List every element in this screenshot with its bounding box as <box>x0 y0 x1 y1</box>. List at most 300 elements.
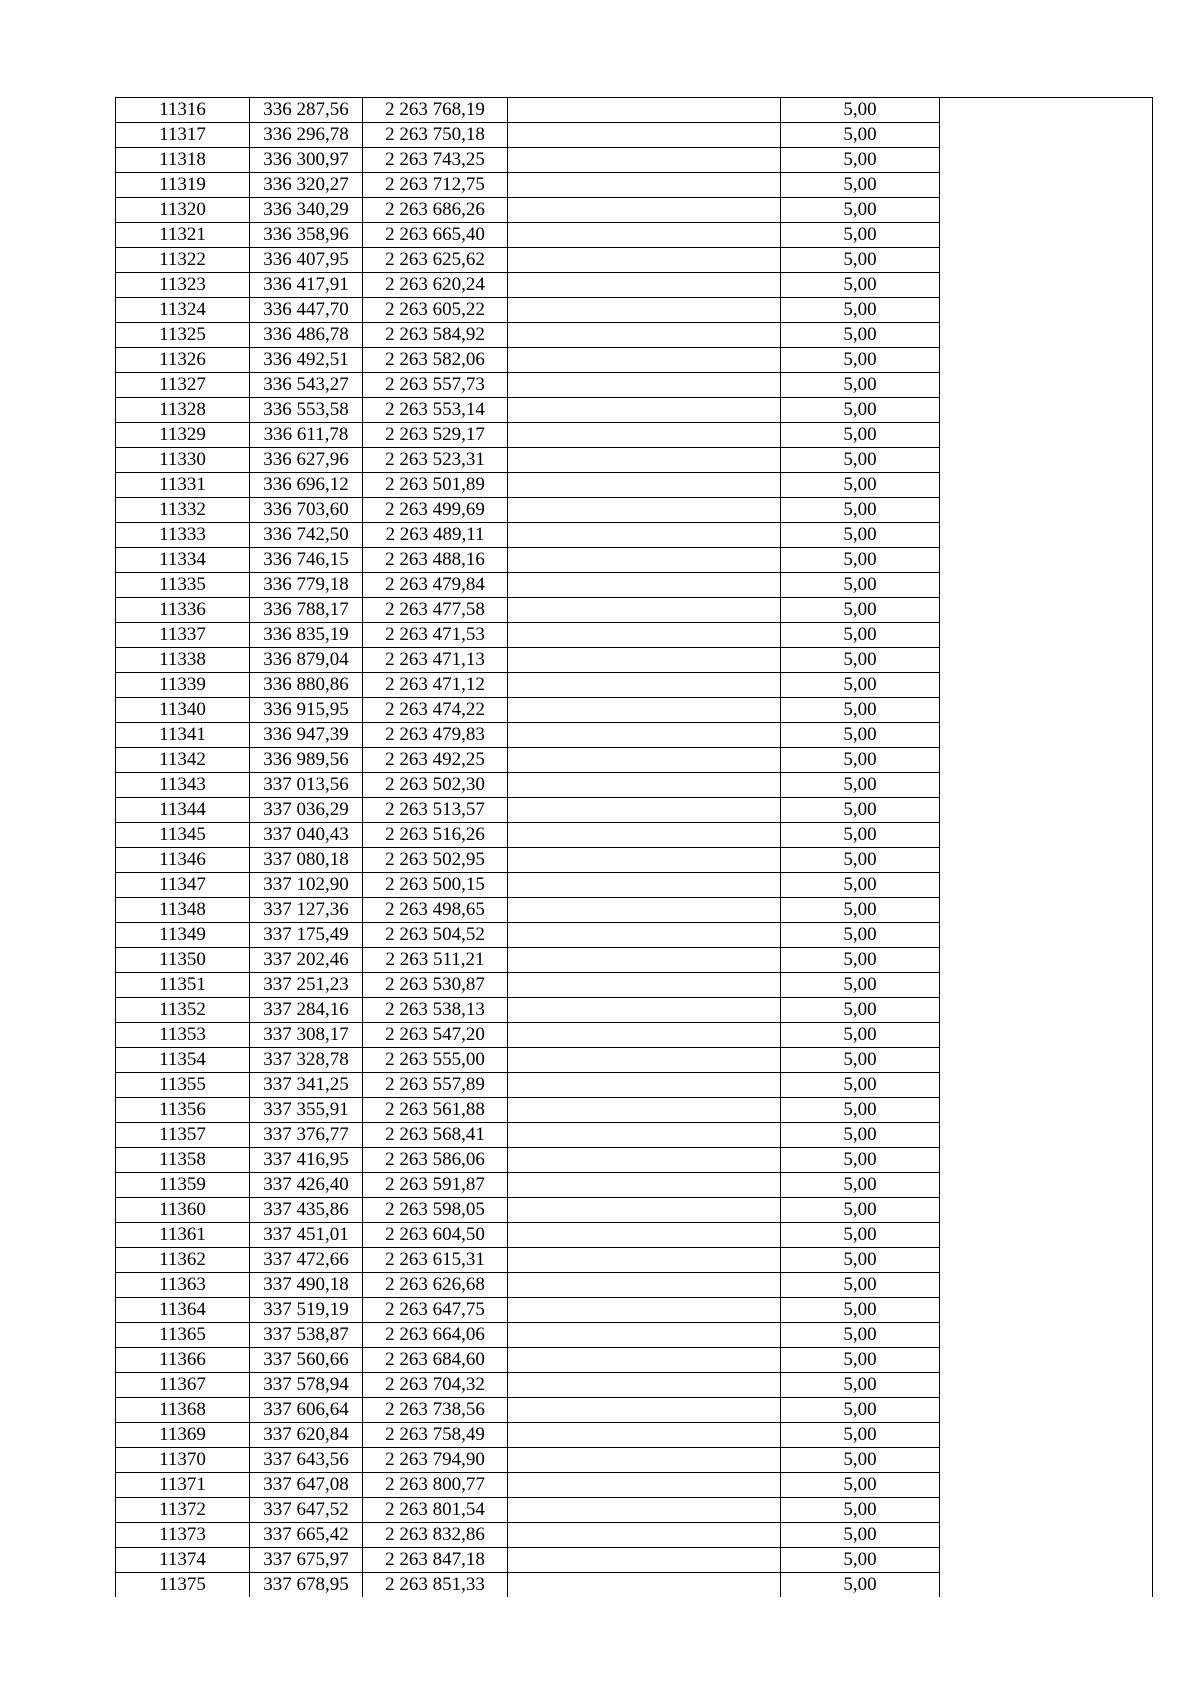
y-coordinate-cell: 2 263 768,19 <box>363 98 508 123</box>
y-coordinate-cell: 2 263 801,54 <box>363 1498 508 1523</box>
notes-cell <box>940 923 1153 948</box>
blank-cell <box>508 1298 781 1323</box>
accuracy-cell: 5,00 <box>781 348 940 373</box>
table-row <box>116 1048 1153 1073</box>
accuracy-cell: 5,00 <box>781 748 940 773</box>
y-coordinate-cell: 2 263 584,92 <box>363 323 508 348</box>
y-coordinate-cell: 2 263 502,95 <box>363 848 508 873</box>
x-coordinate-cell: 337 376,77 <box>250 1123 363 1148</box>
point-number-cell: 11343 <box>116 773 250 798</box>
point-number-cell: 11337 <box>116 623 250 648</box>
y-coordinate-cell: 2 263 615,31 <box>363 1248 508 1273</box>
x-coordinate-cell: 336 553,58 <box>250 398 363 423</box>
blank-cell <box>508 1123 781 1148</box>
x-coordinate-cell: 337 341,25 <box>250 1073 363 1098</box>
accuracy-cell: 5,00 <box>781 648 940 673</box>
notes-cell <box>940 298 1153 323</box>
point-number-cell: 11355 <box>116 1073 250 1098</box>
y-coordinate-cell: 2 263 471,12 <box>363 673 508 698</box>
y-coordinate-cell: 2 263 568,41 <box>363 1123 508 1148</box>
table-row <box>116 1423 1153 1448</box>
blank-cell <box>508 298 781 323</box>
accuracy-cell: 5,00 <box>781 398 940 423</box>
blank-cell <box>508 1173 781 1198</box>
point-number-cell: 11341 <box>116 723 250 748</box>
table-row <box>116 623 1153 648</box>
x-coordinate-cell: 336 779,18 <box>250 573 363 598</box>
notes-cell <box>940 723 1153 748</box>
blank-cell <box>508 523 781 548</box>
table-row <box>116 1198 1153 1223</box>
notes-cell <box>940 1073 1153 1098</box>
x-coordinate-cell: 337 202,46 <box>250 948 363 973</box>
accuracy-cell: 5,00 <box>781 573 940 598</box>
blank-cell <box>508 198 781 223</box>
y-coordinate-cell: 2 263 647,75 <box>363 1298 508 1323</box>
y-coordinate-cell: 2 263 591,87 <box>363 1173 508 1198</box>
notes-cell <box>940 1173 1153 1198</box>
table-row <box>116 998 1153 1023</box>
coordinates-table <box>115 97 1153 1597</box>
y-coordinate-cell: 2 263 492,25 <box>363 748 508 773</box>
x-coordinate-cell: 337 606,64 <box>250 1398 363 1423</box>
table-row <box>116 548 1153 573</box>
y-coordinate-cell: 2 263 586,06 <box>363 1148 508 1173</box>
point-number-cell: 11353 <box>116 1023 250 1048</box>
table-row <box>116 173 1153 198</box>
blank-cell <box>508 1548 781 1573</box>
point-number-cell: 11351 <box>116 973 250 998</box>
x-coordinate-cell: 336 611,78 <box>250 423 363 448</box>
accuracy-cell: 5,00 <box>781 598 940 623</box>
accuracy-cell: 5,00 <box>781 323 940 348</box>
blank-cell <box>508 1523 781 1548</box>
table-row <box>116 573 1153 598</box>
accuracy-cell: 5,00 <box>781 1498 940 1523</box>
notes-cell <box>940 848 1153 873</box>
notes-cell <box>940 948 1153 973</box>
table-row <box>116 1273 1153 1298</box>
point-number-cell: 11362 <box>116 1248 250 1273</box>
x-coordinate-cell: 337 308,17 <box>250 1023 363 1048</box>
y-coordinate-cell: 2 263 557,73 <box>363 373 508 398</box>
point-number-cell: 11325 <box>116 323 250 348</box>
blank-cell <box>508 823 781 848</box>
notes-cell <box>940 373 1153 398</box>
accuracy-cell: 5,00 <box>781 1423 940 1448</box>
point-number-cell: 11339 <box>116 673 250 698</box>
point-number-cell: 11316 <box>116 98 250 123</box>
x-coordinate-cell: 337 435,86 <box>250 1198 363 1223</box>
notes-cell <box>940 1348 1153 1373</box>
y-coordinate-cell: 2 263 474,22 <box>363 698 508 723</box>
blank-cell <box>508 1373 781 1398</box>
notes-cell <box>940 998 1153 1023</box>
blank-cell <box>508 148 781 173</box>
x-coordinate-cell: 337 472,66 <box>250 1248 363 1273</box>
point-number-cell: 11331 <box>116 473 250 498</box>
notes-cell <box>940 823 1153 848</box>
blank-cell <box>508 798 781 823</box>
notes-cell <box>940 1273 1153 1298</box>
x-coordinate-cell: 336 447,70 <box>250 298 363 323</box>
notes-cell <box>940 1298 1153 1323</box>
x-coordinate-cell: 337 175,49 <box>250 923 363 948</box>
blank-cell <box>508 123 781 148</box>
table-row <box>116 1323 1153 1348</box>
notes-cell <box>940 548 1153 573</box>
y-coordinate-cell: 2 263 511,21 <box>363 948 508 973</box>
accuracy-cell: 5,00 <box>781 1173 940 1198</box>
accuracy-cell: 5,00 <box>781 248 940 273</box>
notes-cell <box>940 123 1153 148</box>
point-number-cell: 11346 <box>116 848 250 873</box>
point-number-cell: 11352 <box>116 998 250 1023</box>
blank-cell <box>508 223 781 248</box>
point-number-cell: 11335 <box>116 573 250 598</box>
x-coordinate-cell: 337 578,94 <box>250 1373 363 1398</box>
notes-cell <box>940 873 1153 898</box>
table-row <box>116 1473 1153 1498</box>
table-row <box>116 948 1153 973</box>
point-number-cell: 11318 <box>116 148 250 173</box>
x-coordinate-cell: 336 320,27 <box>250 173 363 198</box>
accuracy-cell: 5,00 <box>781 1398 940 1423</box>
accuracy-cell: 5,00 <box>781 173 940 198</box>
notes-cell <box>940 698 1153 723</box>
notes-cell <box>940 798 1153 823</box>
table-row <box>116 348 1153 373</box>
table-row <box>116 198 1153 223</box>
y-coordinate-cell: 2 263 851,33 <box>363 1573 508 1598</box>
blank-cell <box>508 1348 781 1373</box>
notes-cell <box>940 98 1153 123</box>
accuracy-cell: 5,00 <box>781 1448 940 1473</box>
blank-cell <box>508 648 781 673</box>
y-coordinate-cell: 2 263 555,00 <box>363 1048 508 1073</box>
point-number-cell: 11344 <box>116 798 250 823</box>
table-row <box>116 898 1153 923</box>
table-row <box>116 1523 1153 1548</box>
x-coordinate-cell: 337 665,42 <box>250 1523 363 1548</box>
y-coordinate-cell: 2 263 750,18 <box>363 123 508 148</box>
accuracy-cell: 5,00 <box>781 123 940 148</box>
point-number-cell: 11317 <box>116 123 250 148</box>
point-number-cell: 11369 <box>116 1423 250 1448</box>
table-row <box>116 248 1153 273</box>
notes-cell <box>940 173 1153 198</box>
blank-cell <box>508 1048 781 1073</box>
blank-cell <box>508 323 781 348</box>
y-coordinate-cell: 2 263 477,58 <box>363 598 508 623</box>
table-row <box>116 1448 1153 1473</box>
accuracy-cell: 5,00 <box>781 1373 940 1398</box>
x-coordinate-cell: 337 538,87 <box>250 1323 363 1348</box>
y-coordinate-cell: 2 263 832,86 <box>363 1523 508 1548</box>
x-coordinate-cell: 337 490,18 <box>250 1273 363 1298</box>
blank-cell <box>508 1073 781 1098</box>
y-coordinate-cell: 2 263 704,32 <box>363 1373 508 1398</box>
accuracy-cell: 5,00 <box>781 423 940 448</box>
accuracy-cell: 5,00 <box>781 1123 940 1148</box>
x-coordinate-cell: 337 013,56 <box>250 773 363 798</box>
y-coordinate-cell: 2 263 547,20 <box>363 1023 508 1048</box>
notes-cell <box>940 1573 1153 1598</box>
table-row <box>116 1373 1153 1398</box>
point-number-cell: 11370 <box>116 1448 250 1473</box>
notes-cell <box>940 523 1153 548</box>
accuracy-cell: 5,00 <box>781 1473 940 1498</box>
blank-cell <box>508 998 781 1023</box>
x-coordinate-cell: 336 696,12 <box>250 473 363 498</box>
blank-cell <box>508 1023 781 1048</box>
blank-cell <box>508 498 781 523</box>
notes-cell <box>940 1223 1153 1248</box>
notes-cell <box>940 898 1153 923</box>
y-coordinate-cell: 2 263 553,14 <box>363 398 508 423</box>
blank-cell <box>508 573 781 598</box>
table-row <box>116 1298 1153 1323</box>
x-coordinate-cell: 337 328,78 <box>250 1048 363 1073</box>
accuracy-cell: 5,00 <box>781 698 940 723</box>
notes-cell <box>940 1123 1153 1148</box>
notes-cell <box>940 448 1153 473</box>
accuracy-cell: 5,00 <box>781 298 940 323</box>
accuracy-cell: 5,00 <box>781 1148 940 1173</box>
accuracy-cell: 5,00 <box>781 273 940 298</box>
accuracy-cell: 5,00 <box>781 773 940 798</box>
y-coordinate-cell: 2 263 557,89 <box>363 1073 508 1098</box>
blank-cell <box>508 1273 781 1298</box>
accuracy-cell: 5,00 <box>781 148 940 173</box>
y-coordinate-cell: 2 263 502,30 <box>363 773 508 798</box>
notes-cell <box>940 598 1153 623</box>
x-coordinate-cell: 336 492,51 <box>250 348 363 373</box>
x-coordinate-cell: 336 358,96 <box>250 223 363 248</box>
table-row <box>116 973 1153 998</box>
point-number-cell: 11358 <box>116 1148 250 1173</box>
blank-cell <box>508 1323 781 1348</box>
point-number-cell: 11354 <box>116 1048 250 1073</box>
notes-cell <box>940 1323 1153 1348</box>
y-coordinate-cell: 2 263 794,90 <box>363 1448 508 1473</box>
blank-cell <box>508 1248 781 1273</box>
table-row <box>116 223 1153 248</box>
y-coordinate-cell: 2 263 513,57 <box>363 798 508 823</box>
table-row <box>116 1123 1153 1148</box>
point-number-cell: 11321 <box>116 223 250 248</box>
x-coordinate-cell: 337 620,84 <box>250 1423 363 1448</box>
y-coordinate-cell: 2 263 523,31 <box>363 448 508 473</box>
table-row <box>116 1248 1153 1273</box>
y-coordinate-cell: 2 263 529,17 <box>363 423 508 448</box>
notes-cell <box>940 1498 1153 1523</box>
notes-cell <box>940 273 1153 298</box>
accuracy-cell: 5,00 <box>781 898 940 923</box>
table-body <box>116 98 1153 1598</box>
accuracy-cell: 5,00 <box>781 1248 940 1273</box>
table-row <box>116 1073 1153 1098</box>
accuracy-cell: 5,00 <box>781 198 940 223</box>
notes-cell <box>940 1098 1153 1123</box>
y-coordinate-cell: 2 263 626,68 <box>363 1273 508 1298</box>
notes-cell <box>940 498 1153 523</box>
blank-cell <box>508 898 781 923</box>
table-row <box>116 1173 1153 1198</box>
table-row <box>116 1148 1153 1173</box>
point-number-cell: 11350 <box>116 948 250 973</box>
blank-cell <box>508 773 781 798</box>
accuracy-cell: 5,00 <box>781 1348 940 1373</box>
point-number-cell: 11333 <box>116 523 250 548</box>
x-coordinate-cell: 336 486,78 <box>250 323 363 348</box>
x-coordinate-cell: 337 040,43 <box>250 823 363 848</box>
table-row <box>116 148 1153 173</box>
point-number-cell: 11368 <box>116 1398 250 1423</box>
table-row <box>116 873 1153 898</box>
y-coordinate-cell: 2 263 620,24 <box>363 273 508 298</box>
point-number-cell: 11340 <box>116 698 250 723</box>
point-number-cell: 11367 <box>116 1373 250 1398</box>
notes-cell <box>940 148 1153 173</box>
notes-cell <box>940 1148 1153 1173</box>
blank-cell <box>508 623 781 648</box>
notes-cell <box>940 973 1153 998</box>
y-coordinate-cell: 2 263 471,13 <box>363 648 508 673</box>
x-coordinate-cell: 337 647,52 <box>250 1498 363 1523</box>
notes-cell <box>940 1398 1153 1423</box>
x-coordinate-cell: 336 879,04 <box>250 648 363 673</box>
x-coordinate-cell: 336 417,91 <box>250 273 363 298</box>
table-row <box>116 473 1153 498</box>
x-coordinate-cell: 336 407,95 <box>250 248 363 273</box>
accuracy-cell: 5,00 <box>781 998 940 1023</box>
point-number-cell: 11330 <box>116 448 250 473</box>
point-number-cell: 11372 <box>116 1498 250 1523</box>
accuracy-cell: 5,00 <box>781 498 940 523</box>
accuracy-cell: 5,00 <box>781 1223 940 1248</box>
notes-cell <box>940 323 1153 348</box>
point-number-cell: 11327 <box>116 373 250 398</box>
blank-cell <box>508 1448 781 1473</box>
blank-cell <box>508 98 781 123</box>
x-coordinate-cell: 336 788,17 <box>250 598 363 623</box>
point-number-cell: 11360 <box>116 1198 250 1223</box>
table-row <box>116 673 1153 698</box>
notes-cell <box>940 348 1153 373</box>
x-coordinate-cell: 337 284,16 <box>250 998 363 1023</box>
notes-cell <box>940 198 1153 223</box>
point-number-cell: 11320 <box>116 198 250 223</box>
x-coordinate-cell: 336 543,27 <box>250 373 363 398</box>
table-row <box>116 1398 1153 1423</box>
point-number-cell: 11375 <box>116 1573 250 1598</box>
y-coordinate-cell: 2 263 530,87 <box>363 973 508 998</box>
accuracy-cell: 5,00 <box>781 98 940 123</box>
point-number-cell: 11328 <box>116 398 250 423</box>
accuracy-cell: 5,00 <box>781 1098 940 1123</box>
point-number-cell: 11336 <box>116 598 250 623</box>
blank-cell <box>508 273 781 298</box>
x-coordinate-cell: 336 835,19 <box>250 623 363 648</box>
point-number-cell: 11323 <box>116 273 250 298</box>
y-coordinate-cell: 2 263 604,50 <box>363 1223 508 1248</box>
point-number-cell: 11334 <box>116 548 250 573</box>
blank-cell <box>508 423 781 448</box>
accuracy-cell: 5,00 <box>781 373 940 398</box>
table-row <box>116 1223 1153 1248</box>
accuracy-cell: 5,00 <box>781 823 940 848</box>
accuracy-cell: 5,00 <box>781 1273 940 1298</box>
point-number-cell: 11324 <box>116 298 250 323</box>
notes-cell <box>940 673 1153 698</box>
blank-cell <box>508 923 781 948</box>
x-coordinate-cell: 337 355,91 <box>250 1098 363 1123</box>
accuracy-cell: 5,00 <box>781 548 940 573</box>
x-coordinate-cell: 337 519,19 <box>250 1298 363 1323</box>
blank-cell <box>508 1498 781 1523</box>
accuracy-cell: 5,00 <box>781 1298 940 1323</box>
accuracy-cell: 5,00 <box>781 1573 940 1598</box>
table-row <box>116 723 1153 748</box>
notes-cell <box>940 1248 1153 1273</box>
table-row <box>116 323 1153 348</box>
x-coordinate-cell: 337 426,40 <box>250 1173 363 1198</box>
table-row <box>116 1498 1153 1523</box>
table-row <box>116 923 1153 948</box>
accuracy-cell: 5,00 <box>781 448 940 473</box>
y-coordinate-cell: 2 263 847,18 <box>363 1548 508 1573</box>
table-row <box>116 823 1153 848</box>
blank-cell <box>508 948 781 973</box>
accuracy-cell: 5,00 <box>781 1548 940 1573</box>
x-coordinate-cell: 336 915,95 <box>250 698 363 723</box>
accuracy-cell: 5,00 <box>781 1073 940 1098</box>
accuracy-cell: 5,00 <box>781 473 940 498</box>
accuracy-cell: 5,00 <box>781 848 940 873</box>
table-row <box>116 373 1153 398</box>
y-coordinate-cell: 2 263 489,11 <box>363 523 508 548</box>
y-coordinate-cell: 2 263 516,26 <box>363 823 508 848</box>
x-coordinate-cell: 337 643,56 <box>250 1448 363 1473</box>
notes-cell <box>940 398 1153 423</box>
blank-cell <box>508 1223 781 1248</box>
y-coordinate-cell: 2 263 605,22 <box>363 298 508 323</box>
x-coordinate-cell: 337 416,95 <box>250 1148 363 1173</box>
accuracy-cell: 5,00 <box>781 973 940 998</box>
point-number-cell: 11366 <box>116 1348 250 1373</box>
point-number-cell: 11373 <box>116 1523 250 1548</box>
blank-cell <box>508 873 781 898</box>
y-coordinate-cell: 2 263 499,69 <box>363 498 508 523</box>
table-row <box>116 398 1153 423</box>
notes-cell <box>940 623 1153 648</box>
point-number-cell: 11361 <box>116 1223 250 1248</box>
y-coordinate-cell: 2 263 598,05 <box>363 1198 508 1223</box>
point-number-cell: 11329 <box>116 423 250 448</box>
x-coordinate-cell: 336 880,86 <box>250 673 363 698</box>
point-number-cell: 11342 <box>116 748 250 773</box>
notes-cell <box>940 223 1153 248</box>
point-number-cell: 11363 <box>116 1273 250 1298</box>
blank-cell <box>508 723 781 748</box>
x-coordinate-cell: 336 703,60 <box>250 498 363 523</box>
blank-cell <box>508 1398 781 1423</box>
x-coordinate-cell: 336 742,50 <box>250 523 363 548</box>
y-coordinate-cell: 2 263 582,06 <box>363 348 508 373</box>
blank-cell <box>508 598 781 623</box>
point-number-cell: 11356 <box>116 1098 250 1123</box>
